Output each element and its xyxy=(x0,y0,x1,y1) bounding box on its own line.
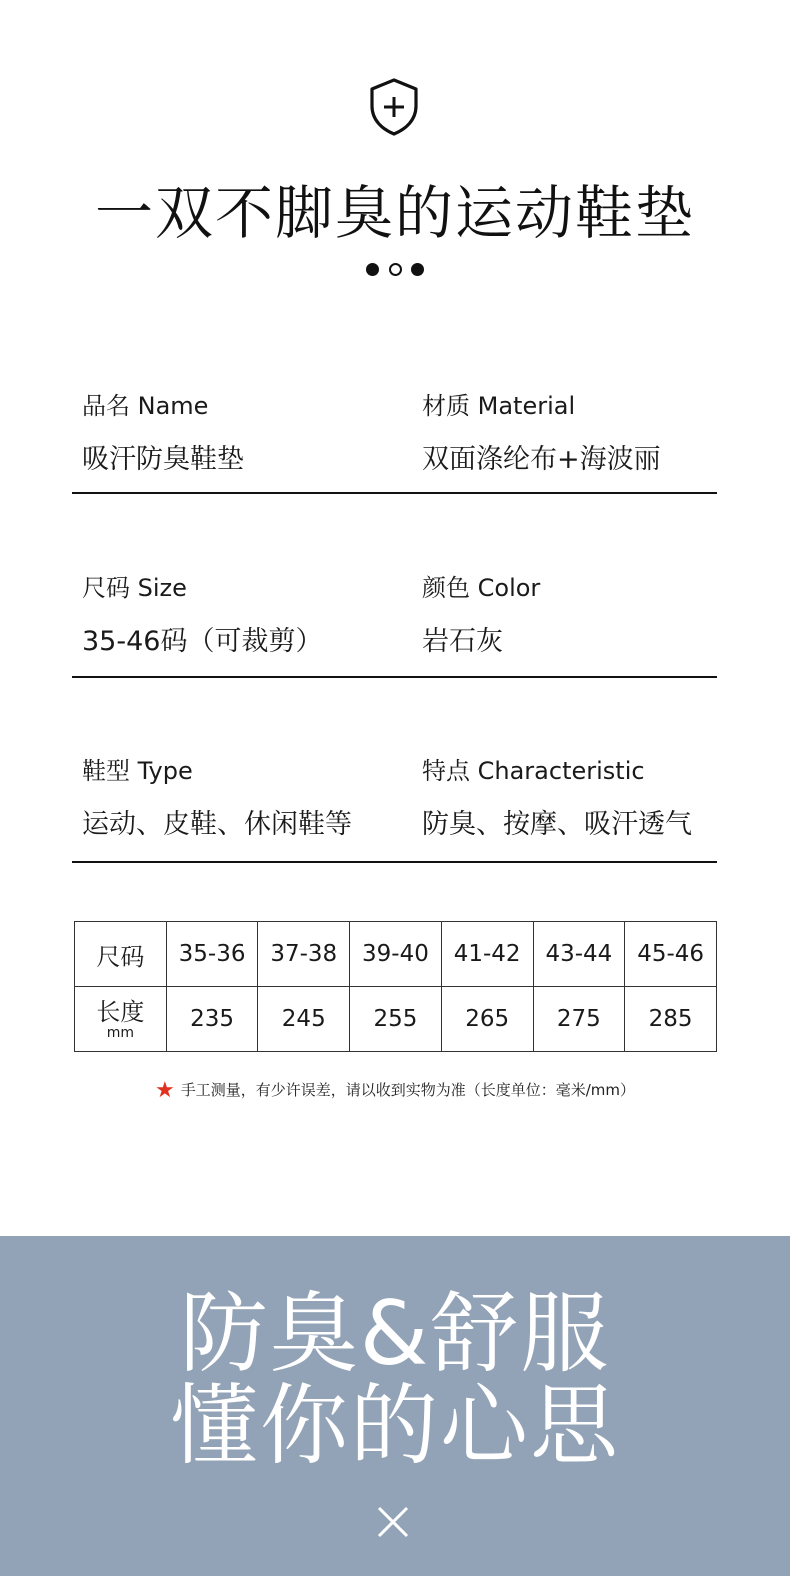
spec-size xyxy=(82,568,322,658)
spec-value: 防臭、按摩、吸汗透气 xyxy=(422,809,692,840)
spec-label: 尺码 Size xyxy=(82,574,187,602)
table-header-length xyxy=(75,987,167,1052)
table-cell: 255 xyxy=(350,987,442,1052)
table-header-size: 尺码 xyxy=(75,922,167,987)
spec-value: 运动、皮鞋、休闲鞋等 xyxy=(82,809,352,840)
banner-line-2: 懂你的心思 xyxy=(169,1374,620,1477)
table-cell: 41-42 xyxy=(441,922,533,987)
spec-row-type-characteristic xyxy=(72,731,717,863)
table-cell: 35-36 xyxy=(166,922,258,987)
table-cell: 37-38 xyxy=(258,922,350,987)
spec-material xyxy=(422,386,661,476)
spec-value: 双面涤纶布+海波丽 xyxy=(422,444,661,475)
table-cell: 285 xyxy=(625,987,717,1052)
spec-value: 吸汗防臭鞋垫 xyxy=(82,444,244,475)
spec-color xyxy=(422,568,540,658)
table-row-length xyxy=(75,987,717,1052)
banner-line-1: 防臭&舒服 xyxy=(179,1282,611,1385)
length-label: 长度 xyxy=(96,997,145,1026)
close-icon xyxy=(377,1506,409,1538)
spec-label: 材质 Material xyxy=(422,392,576,420)
table-cell: 45-46 xyxy=(625,922,717,987)
spec-value: 岩石灰 xyxy=(422,626,503,657)
dot-filled-icon xyxy=(411,263,424,276)
measurement-note xyxy=(0,1078,790,1103)
table-cell: 39-40 xyxy=(350,922,442,987)
spec-label: 颜色 Color xyxy=(422,574,541,602)
spec-type xyxy=(82,751,352,841)
size-table xyxy=(74,921,717,1052)
spec-characteristic xyxy=(422,751,692,841)
dot-filled-icon xyxy=(366,263,379,276)
decorative-dots xyxy=(366,262,424,276)
table-cell: 265 xyxy=(441,987,533,1052)
spec-label: 品名 Name xyxy=(82,392,209,420)
star-icon: ★ xyxy=(154,1078,175,1103)
spec-name xyxy=(82,386,244,476)
spec-label: 鞋型 Type xyxy=(82,757,193,785)
spec-label: 特点 Characteristic xyxy=(422,757,645,785)
table-cell: 275 xyxy=(533,987,625,1052)
table-row-size xyxy=(75,922,717,987)
note-text: 手工测量，有少许误差，请以收到实物为准（长度单位：毫米/mm） xyxy=(180,1081,635,1099)
page-title: 一双不脚臭的运动鞋垫 xyxy=(94,179,695,247)
spec-value: 35-46码（可裁剪） xyxy=(82,626,323,657)
dot-hollow-icon xyxy=(389,263,402,276)
length-unit: mm xyxy=(106,1024,134,1041)
table-cell: 235 xyxy=(166,987,258,1052)
table-cell: 245 xyxy=(258,987,350,1052)
shield-plus-icon xyxy=(369,78,419,136)
spec-row-size-color xyxy=(72,546,717,678)
table-cell: 43-44 xyxy=(533,922,625,987)
spec-row-name-material xyxy=(72,362,717,494)
